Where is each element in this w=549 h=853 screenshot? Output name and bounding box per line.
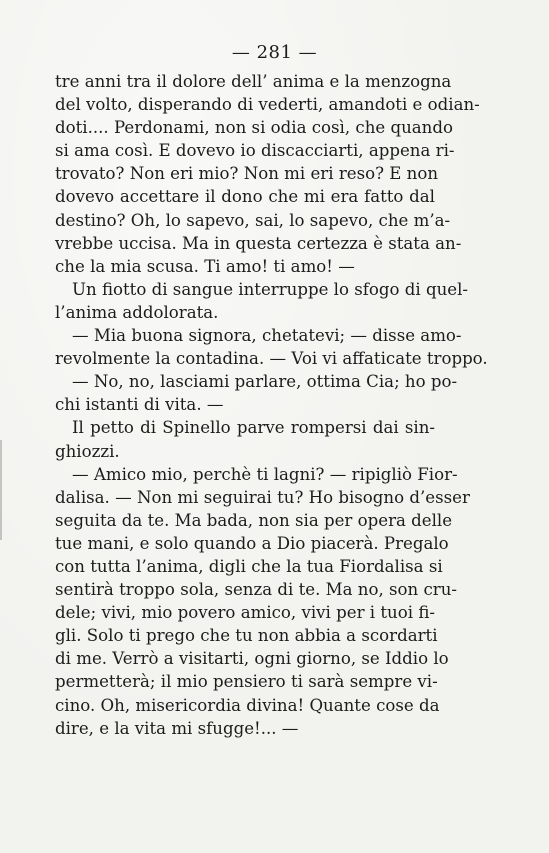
text-line: — Mia buona signora, chetatevi; — disse amo- bbox=[72, 326, 462, 346]
paragraph bbox=[55, 70, 480, 278]
text-line: — No, no, lasciami parlare, ottima Cia; ho po- bbox=[72, 372, 458, 392]
text-line: si ama così. E dovevo io discacciarti, appena ri- bbox=[55, 141, 455, 161]
paragraph bbox=[55, 324, 488, 370]
page-number: — 281 — bbox=[231, 42, 318, 63]
text-line: con tutta l’anima, digli che la tua Fiordalisa si bbox=[55, 556, 443, 576]
text-line: tre anni tra il dolore dell’ anima e la menzogna bbox=[55, 72, 452, 91]
text-line: dovevo accettare il dono che mi era fatto dal bbox=[55, 187, 435, 207]
text-line: di me. Verrò a visitarti, ogni giorno, se Iddio lo bbox=[55, 649, 449, 669]
text-line: ghiozzi. bbox=[55, 441, 120, 461]
text-line: dalisa. — Non mi seguirai tu? Ho bisogno d’esser bbox=[55, 487, 470, 507]
text-line: dele; vivi, mio povero amico, vivi per i tuoi fi- bbox=[55, 603, 435, 623]
text-line: che la mia scusa. Ti amo! ti amo! — bbox=[55, 256, 355, 276]
text-line: trovato? Non eri mio? Non mi eri reso? E non bbox=[55, 164, 439, 184]
text-line: chi istanti di vita. — bbox=[55, 395, 224, 415]
text-line: doti.... Perdonami, non si odia così, che quando bbox=[55, 118, 453, 138]
paragraph bbox=[55, 278, 469, 324]
text-line: gli. Solo ti prego che tu non abbia a scordarti bbox=[55, 626, 438, 646]
text-line: revolmente la contadina. — Voi vi affaticate troppo. bbox=[55, 349, 488, 369]
paragraph bbox=[55, 463, 470, 740]
text-line: — Amico mio, perchè ti lagni? — ripigliò Fior- bbox=[72, 464, 458, 484]
text-line: vrebbe uccisa. Ma in questa certezza è stata an- bbox=[55, 233, 462, 253]
text-line: dire, e la vita mi sfugge!... — bbox=[55, 718, 299, 738]
page-edge-shadow bbox=[0, 440, 12, 540]
text-line: del volto, disperando di vederti, amandoti e odian- bbox=[55, 95, 480, 115]
text-line: seguita da te. Ma bada, non sia per opera delle bbox=[55, 510, 453, 530]
text-line: l’anima addolorata. bbox=[55, 302, 219, 322]
text-line: tue mani, e solo quando a Dio piacerà. Pregalo bbox=[55, 533, 449, 553]
body-text bbox=[55, 70, 488, 740]
paragraph bbox=[55, 416, 435, 462]
text-line: sentirà troppo sola, senza di te. Ma no, son cru- bbox=[55, 580, 458, 600]
paragraph bbox=[55, 370, 458, 416]
text-line: cino. Oh, misericordia divina! Quante cose da bbox=[55, 695, 440, 715]
text-line: destino? Oh, lo sapevo, sai, lo sapevo, che m’a- bbox=[55, 210, 451, 230]
text-line: Il petto di Spinello parve rompersi dai sin- bbox=[72, 418, 435, 438]
text-line: Un fiotto di sangue interruppe lo sfogo di quel- bbox=[72, 279, 469, 299]
text-line: permetterà; il mio pensiero ti sarà sempre vi- bbox=[55, 672, 438, 692]
